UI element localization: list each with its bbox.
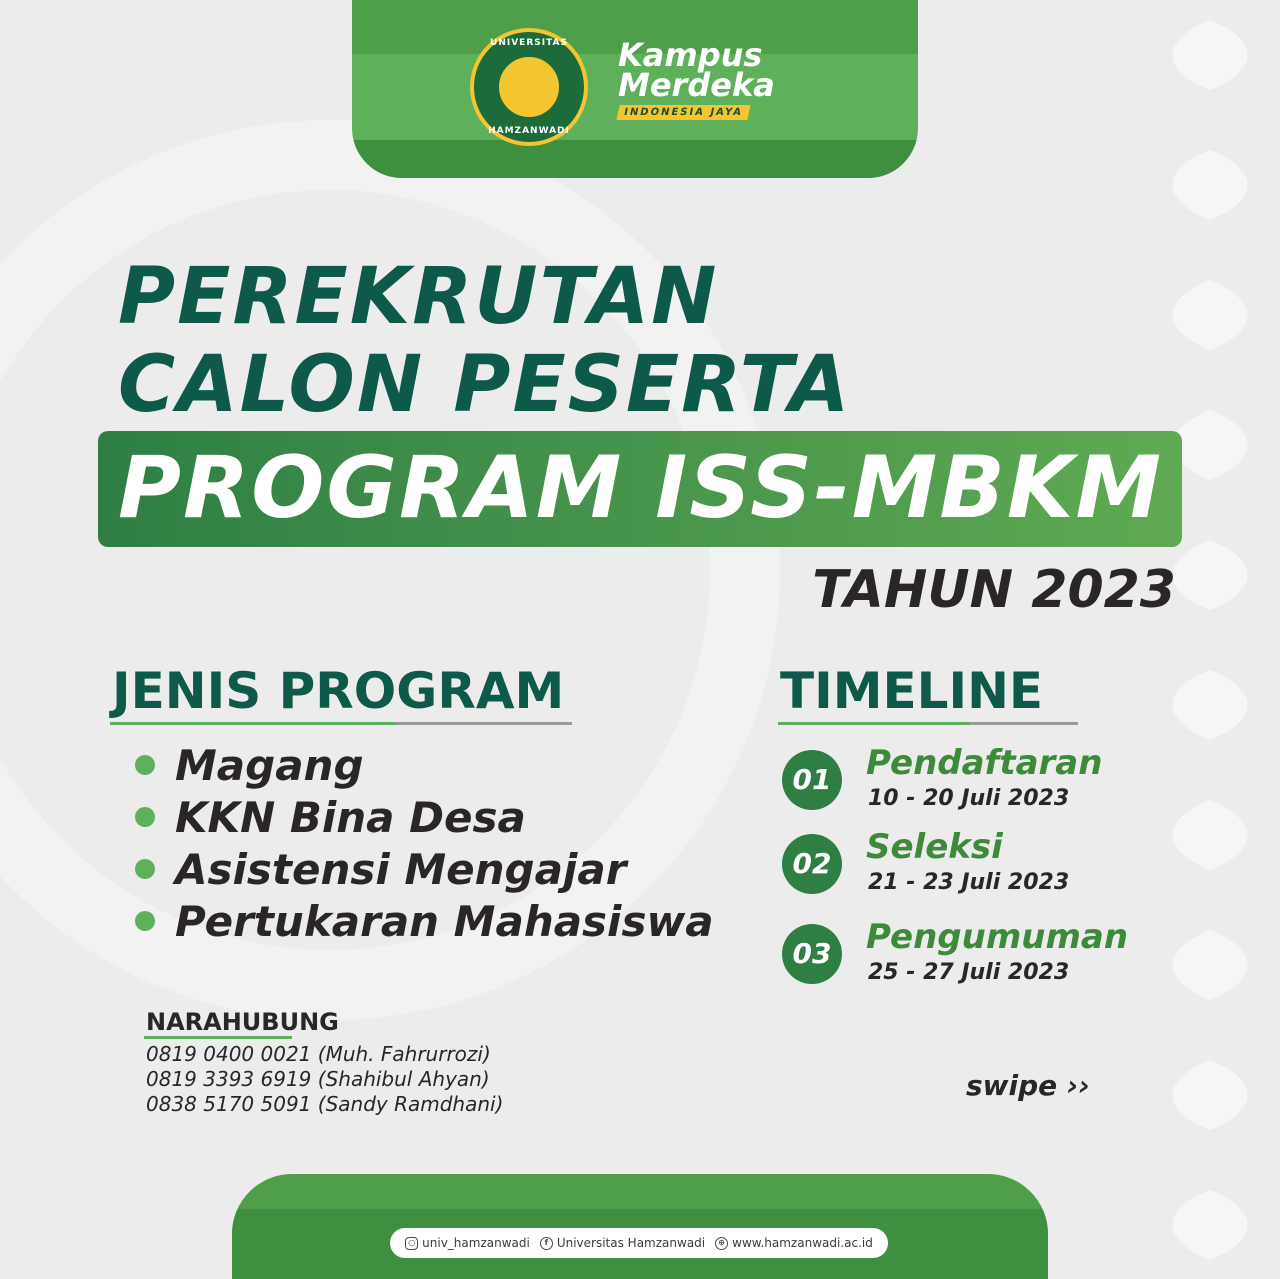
title-line-2: CALON PESERTA [118,340,852,430]
globe-icon: ⊕ [715,1237,728,1250]
jenis-program-heading: JENIS PROGRAM [112,662,565,720]
bullet-icon [135,807,155,827]
kampus-merdeka-tagline: INDONESIA JAYA [616,105,750,120]
swipe-next-button[interactable]: swipe ›› [966,1069,1090,1102]
timeline-date: 25 - 27 Juli 2023 [868,960,1070,985]
program-title: PROGRAM ISS-MBKM [118,438,1164,538]
facebook-link[interactable] [540,1236,705,1250]
contact-list [146,1042,503,1117]
program-banner [98,431,1182,547]
kampus-merdeka-line1: Kampus [618,36,763,74]
timeline-item [782,827,1202,914]
timeline-title: Pengumuman [866,917,1129,957]
leaf-pattern-decoration [1140,0,1280,1279]
jenis-program-underline [110,722,572,725]
timeline-underline [778,722,1078,725]
list-item [135,896,714,948]
instagram-link[interactable] [405,1236,530,1250]
timeline-date: 10 - 20 Juli 2023 [868,786,1070,811]
instagram-handle: univ_hamzanwadi [422,1236,530,1250]
seal-top-text: UNIVERSITAS [490,38,568,48]
bullet-icon [135,911,155,931]
header-wave [352,140,918,178]
kampus-merdeka-line2: Merdeka [618,66,775,104]
instagram-icon: ○ [405,1237,418,1250]
program-item-label: KKN Bina Desa [175,793,526,842]
contact-item: 0819 0400 0021 (Muh. Fahrurrozi) [146,1042,491,1066]
contact-heading: NARAHUBUNG [146,1008,339,1036]
program-list [135,740,714,948]
list-item [135,792,714,844]
timeline-title: Seleksi [866,827,1003,867]
contact-item: 0819 3393 6919 (Shahibul Ahyan) [146,1067,490,1091]
timeline-title: Pendaftaran [866,743,1103,783]
university-seal-logo [470,28,588,146]
bullet-icon [135,859,155,879]
timeline-number-badge: 03 [782,924,842,984]
contact-underline [144,1036,292,1039]
timeline-item [782,743,1202,830]
program-item-label: Asistensi Mengajar [175,845,627,894]
facebook-icon: f [540,1237,553,1250]
bullet-icon [135,755,155,775]
list-item [135,740,714,792]
year-label: TAHUN 2023 [812,560,1176,620]
contact-item: 0838 5170 5091 (Sandy Ramdhani) [146,1092,504,1116]
seal-emblem [496,54,562,120]
timeline-date: 21 - 23 Juli 2023 [868,870,1070,895]
facebook-name: Universitas Hamzanwadi [556,1236,706,1250]
seal-bottom-text: HAMZANWADI [488,126,570,136]
website-url: www.hamzanwadi.ac.id [732,1236,873,1250]
timeline-item [782,917,1202,1004]
header-banner [352,0,918,178]
program-item-label: Magang [175,741,364,790]
title-line-1: PEREKRUTAN [118,252,719,342]
social-links-bar [390,1228,888,1258]
kampus-merdeka-logo [618,36,788,130]
program-item-label: Pertukaran Mahasiswa [175,897,714,946]
website-link[interactable] [715,1236,873,1250]
list-item [135,844,714,896]
timeline-number-badge: 02 [782,834,842,894]
footer-banner [232,1174,1048,1279]
timeline-heading: TIMELINE [780,662,1044,720]
timeline-number-badge: 01 [782,750,842,810]
